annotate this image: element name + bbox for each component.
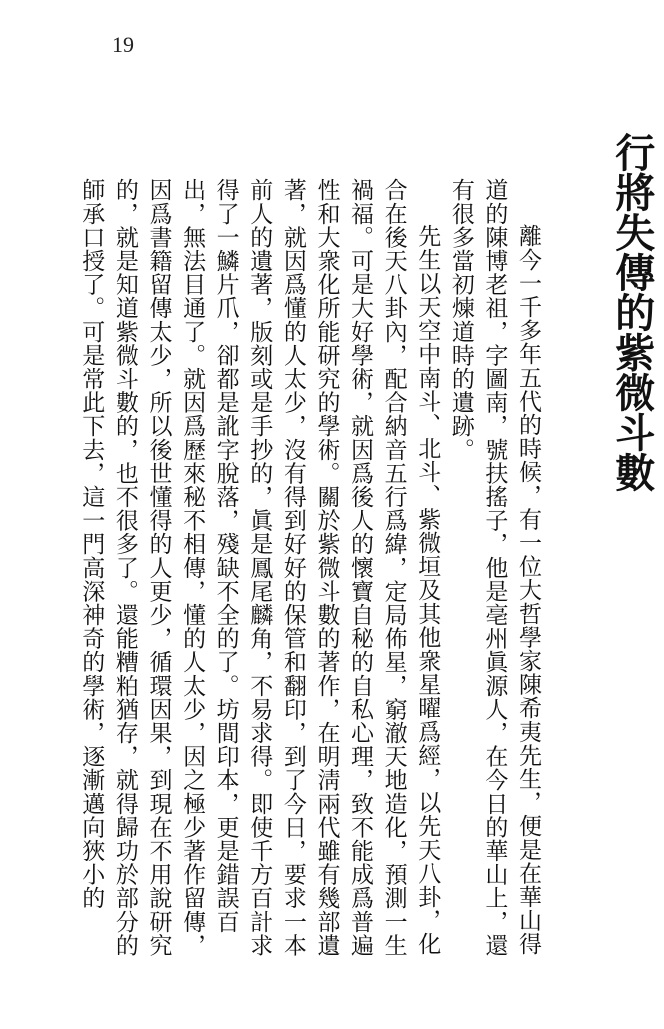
paragraph-2: 先生以天空中南斗、北斗、紫微垣及其他衆星曜爲經，以先天八卦，化合在後天八卦內，配合納音五行爲緯，定局佈星，窮澈天地造化，預測一生禍福。可是大好學術，就因爲後人的懷寶自秘的自私心理，致不能成爲普遍性和大衆化所能研究的學術。關於紫微斗數的著作，在明淸兩代雖有幾部遺著，就因爲懂的人太少，沒有得到好好的保管和翻印，到了今日，要求一本前人的遺著，版刻或是手抄的，眞是鳳尾麟角，不易求得。即使千方百計求得了一鱗片爪，卻都是訛字脫落，殘缺不全的了。坊間印本，更是錯誤百出，無法目通了。就因爲歷來秘不相傳，懂的人太少，因之極少著作留傳，因爲書籍留傳太少，所以後世懂得的人更少，循環因果，到現在不用說研究的，就是知道紫微斗數的，也不很多了。還能糟粕猶存，就得歸功於部分的師承口授了。可是常此下去，這一門高深神奇的學術，逐漸邁向狹小的 bbox=[78, 178, 441, 957]
chapter-title: 行將失傳的紫微斗數 bbox=[608, 132, 655, 492]
paragraph-1: 離今一千多年五代的時候，有一位大哲學家陳希夷先生，便是在華山得道的陳博老祖，字圖南，號扶搖子，他是亳州眞源人，在今日的華山上，還有很多當初煉道時的遺跡。 bbox=[447, 178, 541, 957]
body-text bbox=[78, 178, 544, 958]
page-number: 19 bbox=[112, 32, 134, 57]
